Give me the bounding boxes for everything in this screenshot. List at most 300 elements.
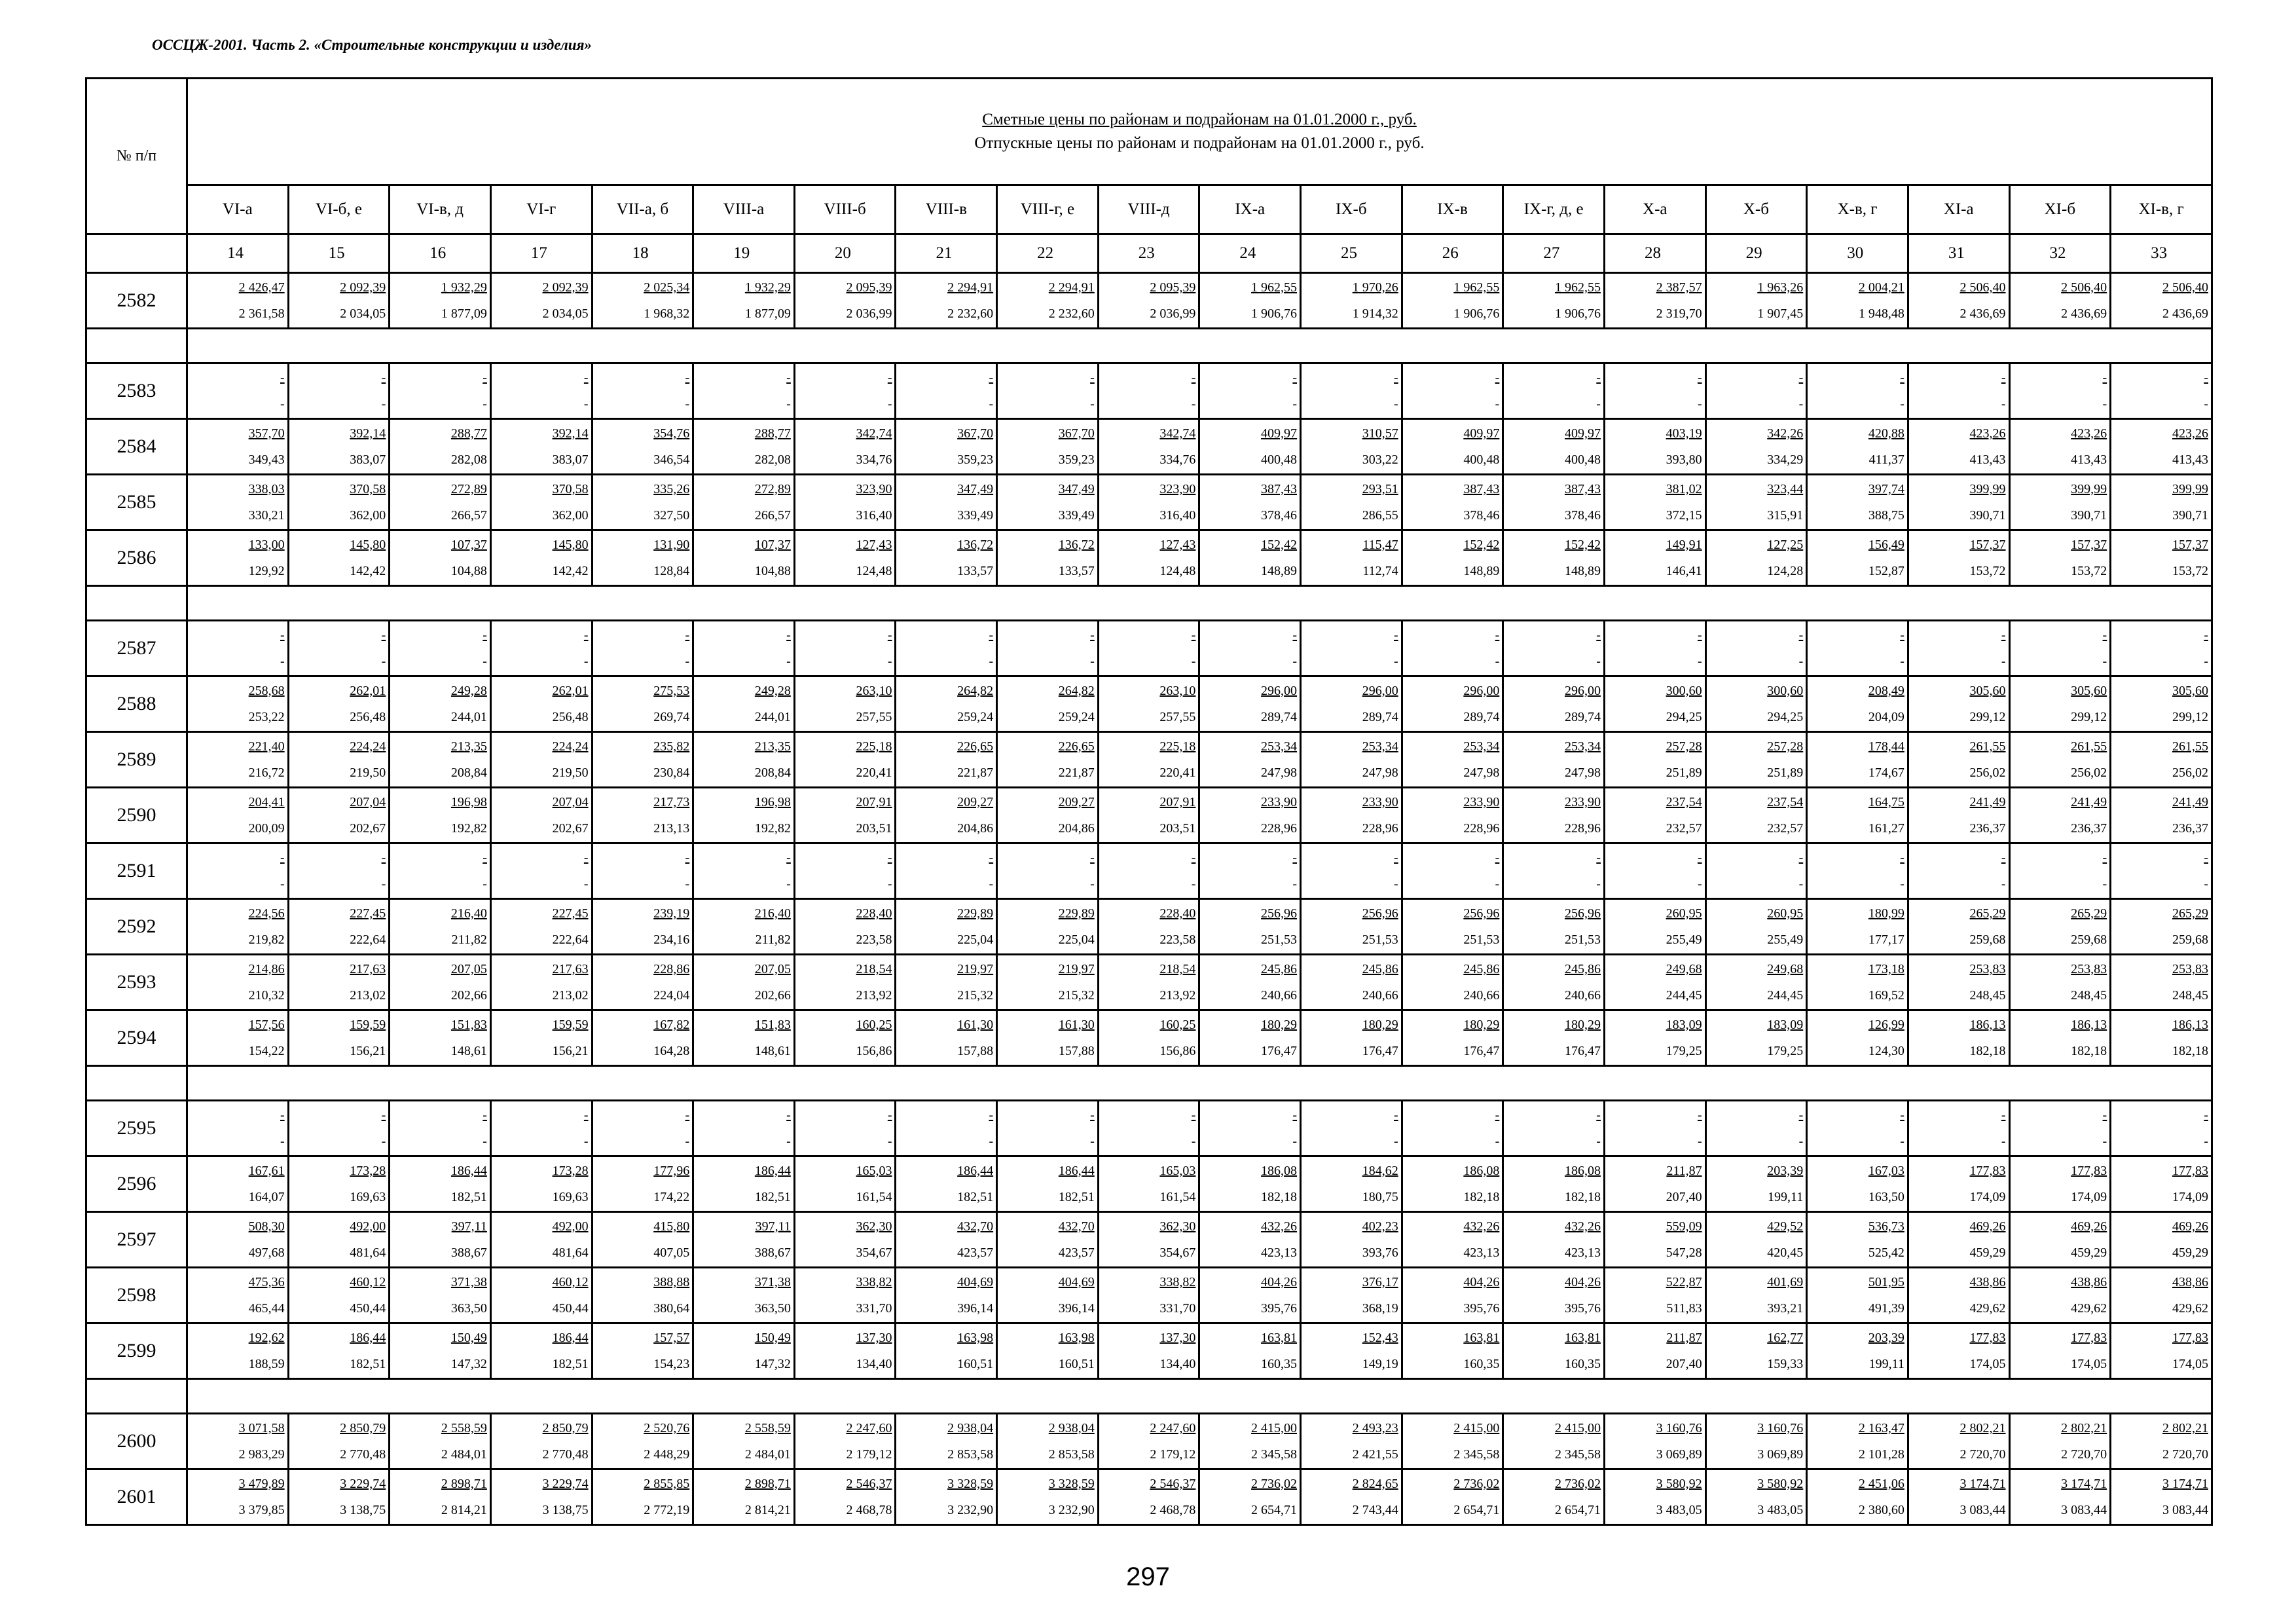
price-cell <box>1301 363 1402 419</box>
release-price: - <box>685 1134 690 1149</box>
estimate-price: - <box>1090 371 1095 385</box>
release-price: 1 948,48 <box>1858 306 1904 321</box>
price-cell <box>390 475 491 530</box>
estimate-price: 323,44 <box>1767 482 1804 496</box>
price-cell <box>1503 676 1605 732</box>
price-cell <box>1604 788 1705 843</box>
estimate-price: 288,77 <box>754 426 791 441</box>
release-price: 213,13 <box>653 821 690 836</box>
price-cell <box>187 273 289 329</box>
estimate-price: 186,08 <box>1261 1164 1298 1178</box>
estimate-price: 163,81 <box>1261 1331 1298 1345</box>
estimate-price: 2 938,04 <box>947 1421 994 1435</box>
estimate-price: 149,91 <box>1666 538 1702 552</box>
estimate-price: 2 451,06 <box>1858 1477 1904 1491</box>
separator-cell <box>86 1066 187 1101</box>
release-price: 160,35 <box>1463 1357 1500 1371</box>
price-cell <box>997 363 1099 419</box>
estimate-price: 225,18 <box>856 739 892 754</box>
release-price: 378,46 <box>1564 508 1601 523</box>
price-cell <box>288 1010 390 1066</box>
price-cell <box>1604 1469 1705 1525</box>
column-number: 32 <box>2009 234 2111 273</box>
release-price: 174,05 <box>2172 1357 2208 1371</box>
release-price: 153,72 <box>2172 564 2208 578</box>
estimate-price: 196,98 <box>450 795 487 809</box>
price-cell <box>1604 676 1705 732</box>
estimate-price: 186,44 <box>350 1331 386 1345</box>
estimate-price: 186,44 <box>957 1164 994 1178</box>
estimate-price: - <box>381 371 386 385</box>
release-price: - <box>1090 1134 1095 1149</box>
release-price: 2 436,69 <box>2061 306 2107 321</box>
release-price: 2 232,60 <box>1048 306 1095 321</box>
price-cell <box>187 1010 289 1066</box>
estimate-price: 157,37 <box>2071 538 2107 552</box>
price-cell <box>693 955 795 1010</box>
price-cell <box>390 621 491 676</box>
release-price: 481,64 <box>350 1246 386 1260</box>
price-cell <box>490 273 592 329</box>
price-cell <box>1604 363 1705 419</box>
release-price: 202,67 <box>552 821 589 836</box>
release-price: 354,67 <box>1159 1246 1196 1260</box>
release-price: 208,84 <box>450 766 487 780</box>
price-cell <box>1301 530 1402 586</box>
release-price: 316,40 <box>856 508 892 523</box>
release-price: 413,43 <box>2172 452 2208 467</box>
release-price: 160,35 <box>1261 1357 1298 1371</box>
estimate-price: - <box>1900 1108 1904 1122</box>
estimate-price: - <box>2204 851 2208 865</box>
column-number: 27 <box>1503 234 1605 273</box>
estimate-price: 137,30 <box>1159 1331 1196 1345</box>
release-price: 407,05 <box>653 1246 690 1260</box>
price-cell <box>794 899 896 955</box>
release-price: 147,32 <box>754 1357 791 1371</box>
release-price: 2 654,71 <box>1554 1503 1601 1517</box>
release-price: - <box>685 654 690 669</box>
estimate-price: 2 546,37 <box>1150 1477 1196 1491</box>
estimate-price: 253,34 <box>1564 739 1601 754</box>
estimate-price: - <box>2001 371 2006 385</box>
estimate-price: 261,55 <box>2071 739 2107 754</box>
release-price: 153,72 <box>2071 564 2107 578</box>
release-price: 220,41 <box>856 766 892 780</box>
release-price: 481,64 <box>552 1246 589 1260</box>
release-price: 286,55 <box>1362 508 1398 523</box>
price-cell <box>2111 788 2212 843</box>
price-cell <box>187 899 289 955</box>
estimate-price: 2 095,39 <box>1150 280 1196 295</box>
price-cell <box>794 732 896 788</box>
price-cell <box>997 273 1099 329</box>
price-cell <box>187 1469 289 1525</box>
estimate-price: 305,60 <box>1969 684 2006 698</box>
price-cell <box>1604 1101 1705 1156</box>
price-cell <box>693 676 795 732</box>
release-price: 179,25 <box>1666 1044 1702 1058</box>
release-price: 169,52 <box>1868 988 1904 1003</box>
price-cell <box>288 1469 390 1525</box>
release-price: 174,22 <box>653 1190 690 1204</box>
price-cell <box>997 419 1099 475</box>
price-cell <box>2111 732 2212 788</box>
estimate-price: 164,75 <box>1868 795 1904 809</box>
release-price: - <box>2102 654 2107 669</box>
estimate-price: - <box>2001 628 2006 642</box>
price-cell <box>2111 621 2212 676</box>
price-cell <box>997 530 1099 586</box>
release-price: 230,84 <box>653 766 690 780</box>
release-price: 182,18 <box>1261 1190 1298 1204</box>
price-cell <box>1199 475 1301 530</box>
price-cell <box>794 1268 896 1323</box>
district-header: XI-в, г <box>2111 185 2212 234</box>
column-number: 30 <box>1807 234 1908 273</box>
release-price: 259,24 <box>957 710 994 724</box>
estimate-price: 1 932,29 <box>441 280 487 295</box>
release-price: - <box>1900 877 1904 891</box>
release-price: - <box>1394 1134 1398 1149</box>
release-price: - <box>1495 877 1500 891</box>
estimate-price: 367,70 <box>957 426 994 441</box>
release-price: 1 907,45 <box>1757 306 1804 321</box>
release-price: 251,53 <box>1362 932 1398 947</box>
price-cell <box>794 788 896 843</box>
estimate-price: - <box>1292 851 1298 865</box>
table-row <box>86 788 2212 843</box>
estimate-price: 163,81 <box>1564 1331 1601 1345</box>
price-cell <box>1199 1323 1301 1379</box>
page-number: 297 <box>1126 1562 1170 1591</box>
price-cell <box>1807 899 1908 955</box>
price-cell <box>896 1212 997 1268</box>
price-cell <box>1199 621 1301 676</box>
table-row <box>86 1469 2212 1525</box>
price-cell <box>693 1469 795 1525</box>
release-price: 378,46 <box>1463 508 1500 523</box>
release-price: - <box>2102 397 2107 411</box>
estimate-price: 152,42 <box>1261 538 1298 552</box>
release-price: 202,66 <box>450 988 487 1003</box>
release-price: 359,23 <box>1058 452 1095 467</box>
release-price: 2 361,58 <box>238 306 285 321</box>
release-price: 299,12 <box>2071 710 2107 724</box>
price-cell <box>794 1469 896 1525</box>
price-cell <box>1503 1268 1605 1323</box>
column-number: 15 <box>288 234 390 273</box>
price-cell <box>1301 732 1402 788</box>
price-cell <box>1503 1101 1605 1156</box>
column-number: 20 <box>794 234 896 273</box>
release-price: 429,62 <box>2071 1301 2107 1316</box>
estimate-price: 177,83 <box>1969 1164 2006 1178</box>
price-cell <box>693 530 795 586</box>
release-price: 465,44 <box>248 1301 285 1316</box>
estimate-price: 241,49 <box>1969 795 2006 809</box>
estimate-price: 150,49 <box>450 1331 487 1345</box>
price-cell <box>2009 1212 2111 1268</box>
price-cell <box>1503 899 1605 955</box>
release-price: 413,43 <box>1969 452 2006 467</box>
release-price: 2 345,58 <box>1251 1447 1298 1462</box>
estimate-price: - <box>583 851 589 865</box>
estimate-price: 219,97 <box>1058 962 1095 976</box>
price-cell <box>187 788 289 843</box>
district-header: VII-а, б <box>592 185 693 234</box>
estimate-price: 207,05 <box>754 962 791 976</box>
release-price: 124,48 <box>1159 564 1196 578</box>
estimate-price: - <box>2102 851 2107 865</box>
estimate-price: 2 163,47 <box>1858 1421 1904 1435</box>
release-price: 423,13 <box>1564 1246 1601 1260</box>
price-cell <box>2009 1010 2111 1066</box>
price-cell <box>693 1156 795 1212</box>
release-price: 192,82 <box>450 821 487 836</box>
release-price: 202,66 <box>754 988 791 1003</box>
price-cell <box>1807 475 1908 530</box>
price-cell <box>693 363 795 419</box>
release-price: 207,40 <box>1666 1357 1702 1371</box>
estimate-price: 227,45 <box>552 906 589 921</box>
release-price: 134,40 <box>856 1357 892 1371</box>
release-price: 208,84 <box>754 766 791 780</box>
release-price: 169,63 <box>552 1190 589 1204</box>
release-price: 236,37 <box>2172 821 2208 836</box>
estimate-price: 262,01 <box>552 684 589 698</box>
price-cell <box>2111 273 2212 329</box>
price-cell <box>997 1010 1099 1066</box>
estimate-price: 264,82 <box>957 684 994 698</box>
estimate-price: 2 850,79 <box>542 1421 589 1435</box>
estimate-price: 423,26 <box>1969 426 2006 441</box>
release-price: 339,49 <box>957 508 994 523</box>
release-price: 450,44 <box>552 1301 589 1316</box>
release-price: - <box>381 654 386 669</box>
estimate-price: 160,25 <box>856 1018 892 1032</box>
release-price: 203,51 <box>856 821 892 836</box>
release-price: 124,28 <box>1767 564 1804 578</box>
district-header: VIII-б <box>794 185 896 234</box>
price-cell <box>997 1212 1099 1268</box>
estimate-price: 2 493,23 <box>1352 1421 1398 1435</box>
release-price: - <box>280 397 285 411</box>
release-price: - <box>1697 1134 1702 1149</box>
estimate-price: - <box>786 851 791 865</box>
estimate-price: 3 174,71 <box>2061 1477 2107 1491</box>
estimate-price: - <box>1090 851 1095 865</box>
release-price: 2 436,69 <box>1959 306 2006 321</box>
release-price: - <box>1697 397 1702 411</box>
estimate-price: - <box>685 628 690 642</box>
price-cell <box>997 475 1099 530</box>
release-price: - <box>786 654 791 669</box>
release-price: 104,88 <box>754 564 791 578</box>
release-price: 251,89 <box>1666 766 1702 780</box>
price-cell <box>2111 530 2212 586</box>
release-price: 240,66 <box>1362 988 1398 1003</box>
estimate-price: 209,27 <box>1058 795 1095 809</box>
estimate-price: 225,18 <box>1159 739 1196 754</box>
section-separator-row <box>86 1379 2212 1414</box>
release-price: 256,02 <box>2172 766 2208 780</box>
release-price: 289,74 <box>1463 710 1500 724</box>
release-price: - <box>381 1134 386 1149</box>
price-cell <box>187 363 289 419</box>
estimate-price: 2 558,59 <box>441 1421 487 1435</box>
release-price: 225,04 <box>1058 932 1095 947</box>
release-price: 2 484,01 <box>441 1447 487 1462</box>
price-cell <box>1908 1010 2009 1066</box>
release-price: 223,58 <box>1159 932 1196 947</box>
estimate-price: - <box>1394 851 1398 865</box>
release-price: 176,47 <box>1362 1044 1398 1058</box>
release-price: 199,11 <box>1767 1190 1804 1204</box>
estimate-price: 338,82 <box>856 1275 892 1289</box>
estimate-price: 245,86 <box>1362 962 1398 976</box>
table-row <box>86 732 2212 788</box>
separator-cell <box>187 586 2212 621</box>
release-price: 423,57 <box>1058 1246 1095 1260</box>
release-price: 240,66 <box>1463 988 1500 1003</box>
estimate-price: - <box>1191 1108 1196 1122</box>
price-cell <box>1503 419 1605 475</box>
estimate-price: 224,24 <box>552 739 589 754</box>
price-cell <box>1908 1323 2009 1379</box>
row-number-header: № п/п <box>86 79 187 234</box>
estimate-price: 347,49 <box>957 482 994 496</box>
release-price: - <box>583 1134 589 1149</box>
price-cell <box>1604 475 1705 530</box>
title-line-estimate-prices: Сметные цены по районам и подрайонам на 01.01.2000 г., руб. <box>982 111 1417 128</box>
price-cell <box>1807 732 1908 788</box>
release-price: 331,70 <box>1159 1301 1196 1316</box>
price-cell <box>1807 1268 1908 1323</box>
release-price: 182,18 <box>2172 1044 2208 1058</box>
estimate-price: - <box>1798 628 1804 642</box>
estimate-price: 2 736,02 <box>1554 1477 1601 1491</box>
price-cell <box>1402 621 1503 676</box>
price-cell <box>187 1212 289 1268</box>
estimate-price: 213,35 <box>754 739 791 754</box>
release-price: 232,57 <box>1767 821 1804 836</box>
price-cell <box>896 1268 997 1323</box>
release-price: 3 483,05 <box>1656 1503 1702 1517</box>
estimate-price: 226,65 <box>957 739 994 754</box>
district-header: XI-б <box>2009 185 2111 234</box>
estimate-price: 226,65 <box>1058 739 1095 754</box>
estimate-price: 157,37 <box>2172 538 2208 552</box>
price-cell <box>693 1010 795 1066</box>
release-price: 207,40 <box>1666 1190 1702 1204</box>
price-cell <box>1199 530 1301 586</box>
price-cell <box>288 1414 390 1469</box>
release-price: - <box>989 397 994 411</box>
release-price: - <box>483 1134 487 1149</box>
price-cell <box>390 732 491 788</box>
release-price: - <box>280 1134 285 1149</box>
estimate-price: 402,23 <box>1362 1219 1398 1234</box>
price-cell <box>997 1323 1099 1379</box>
estimate-price: 370,58 <box>350 482 386 496</box>
price-cell <box>490 1212 592 1268</box>
estimate-price: 3 580,92 <box>1656 1477 1702 1491</box>
price-cell <box>1199 1414 1301 1469</box>
release-price: 429,62 <box>1969 1301 2006 1316</box>
price-cell <box>1402 273 1503 329</box>
price-cell <box>1098 732 1199 788</box>
release-price: 400,48 <box>1564 452 1601 467</box>
price-cell <box>1199 676 1301 732</box>
release-price: 259,68 <box>1969 932 2006 947</box>
price-cell <box>1301 1268 1402 1323</box>
district-header: VI-б, е <box>288 185 390 234</box>
price-cell <box>1807 1323 1908 1379</box>
estimate-price: 296,00 <box>1463 684 1500 698</box>
estimate-price: 253,83 <box>2071 962 2107 976</box>
release-price: 156,86 <box>1159 1044 1196 1058</box>
price-cell <box>1301 1414 1402 1469</box>
estimate-price: 186,08 <box>1564 1164 1601 1178</box>
release-price: 182,51 <box>957 1190 994 1204</box>
estimate-price: 2 802,21 <box>1959 1421 2006 1435</box>
price-cell <box>794 843 896 899</box>
estimate-price: 209,27 <box>957 795 994 809</box>
release-price: 251,89 <box>1767 766 1804 780</box>
estimate-price: 173,28 <box>552 1164 589 1178</box>
release-price: 289,74 <box>1261 710 1298 724</box>
estimate-price: 221,40 <box>248 739 285 754</box>
release-price: 174,09 <box>1969 1190 2006 1204</box>
estimate-price: 257,28 <box>1767 739 1804 754</box>
estimate-price: 2 898,71 <box>744 1477 791 1491</box>
release-price: 222,64 <box>350 932 386 947</box>
table-row <box>86 419 2212 475</box>
price-cell <box>1908 419 2009 475</box>
release-price: 232,57 <box>1666 821 1702 836</box>
price-cell <box>896 1101 997 1156</box>
estimate-price: 177,83 <box>2172 1331 2208 1345</box>
estimate-price: - <box>1495 371 1500 385</box>
release-price: - <box>1191 1134 1196 1149</box>
estimate-price: 207,91 <box>856 795 892 809</box>
estimate-price: - <box>1596 1108 1601 1122</box>
release-price: 213,92 <box>856 988 892 1003</box>
estimate-price: 409,97 <box>1564 426 1601 441</box>
estimate-price: 260,95 <box>1767 906 1804 921</box>
estimate-price: 173,28 <box>350 1164 386 1178</box>
price-cell <box>2111 1414 2212 1469</box>
estimate-price: 3 174,71 <box>2162 1477 2208 1491</box>
release-price: - <box>2001 397 2006 411</box>
release-price: - <box>1697 877 1702 891</box>
release-price: 383,07 <box>552 452 589 467</box>
row-number: 2599 <box>86 1323 187 1379</box>
price-cell <box>490 1469 592 1525</box>
estimate-price: 429,52 <box>1767 1219 1804 1234</box>
price-cell <box>1604 955 1705 1010</box>
release-price: 511,83 <box>1666 1301 1702 1316</box>
release-price: 334,76 <box>1159 452 1196 467</box>
estimate-price: 2 824,65 <box>1352 1477 1398 1491</box>
table-row <box>86 475 2212 530</box>
release-price: 3 083,44 <box>1959 1503 2006 1517</box>
release-price: - <box>887 877 892 891</box>
price-cell <box>1301 788 1402 843</box>
estimate-price: 3 071,58 <box>238 1421 285 1435</box>
estimate-price: 265,29 <box>1969 906 2006 921</box>
